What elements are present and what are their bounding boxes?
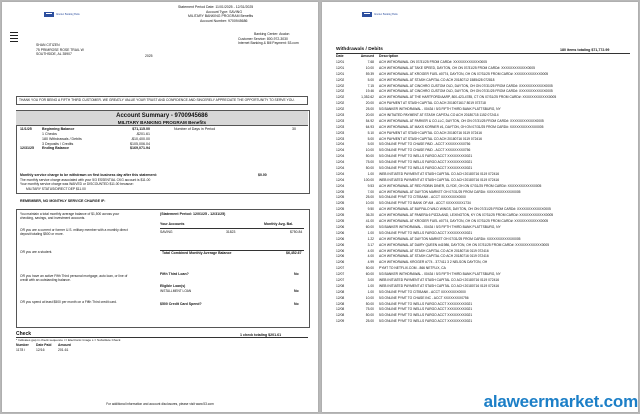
service-info <box>238 32 318 46</box>
account-type: Account Type: SAVING <box>206 9 243 14</box>
transaction-amount: 9.50 <box>367 207 374 212</box>
withdrawals-total: 180 items totaling $71,772.99 <box>560 48 610 52</box>
check-row: 1178 i 12/16 201.61 <box>16 348 69 352</box>
transaction-amount: 10.00 <box>365 65 374 70</box>
transaction-description: 5/3 ONLINE PYMT TO BANK OF AM - ACCT XXXXXXXX1734 <box>379 201 471 206</box>
banking-center: Banking Center: Avalon <box>254 32 290 36</box>
fifth-third-loan-label: Fifth Third Loan? <box>160 272 189 276</box>
transaction-amount: 4.00 <box>367 248 374 253</box>
condition-loan: OR you have an active Fifth Third personal mortgage, auto loan, or line of credit with an outstanding balance. <box>20 274 128 283</box>
transaction-date: 12/02 <box>336 107 345 112</box>
transaction-date: 12/06 <box>336 260 345 265</box>
eligible-loan-type: INSTALLMENT LOAN <box>160 289 192 293</box>
watermark-text: alaweermarket.com <box>483 392 638 411</box>
transaction-date: 12/04 <box>336 177 345 182</box>
transaction-amount: 3.00 <box>367 277 374 282</box>
transaction-date: 12/03 <box>336 113 345 118</box>
customer-city: SOUTHSIDE, AL 35907 <box>36 52 72 57</box>
transaction-amount: 20.00 <box>365 113 374 118</box>
transaction-description: 5/3 ONLINE PYMT TO CHASE INC - ACCT XXXXXXXX0756 <box>379 295 469 300</box>
service-charge-value: $0.00 <box>258 173 267 177</box>
transaction-amount: 41.00 <box>365 219 374 224</box>
transaction-description: 5/3 ONLINE PYMT TO CITIBANK - ACCT XXXXXXXX0000 <box>379 195 466 200</box>
transaction-description: 5/3 ONLINE PYMT TO WELLS FARGO ACCT XXXXXXXX0021 <box>379 307 473 312</box>
condition-credit-card: OR you spend at least $500 per month on a Fifth Third credit card. <box>20 300 117 304</box>
transaction-amount: 4.00 <box>367 254 374 259</box>
transaction-date: 12/07 <box>336 272 345 277</box>
transaction-description: ACH PAYMENT AT STASH CAPITAL CO ACH 20180716 0119 072416 <box>379 136 482 141</box>
transaction-date: 12/01 <box>336 71 345 76</box>
transaction-description: ACH WITHDRAWAL AT DAIRY QUEEN #41986, DAYTON, OH ON 07/31/25 FROM CARD#: XXXXXXXXXXXX0005 <box>379 242 550 247</box>
transaction-date: 12/06 <box>336 236 345 241</box>
account-summary-title: Account Summary - 9700945686 <box>116 113 208 119</box>
summary-row: 11/1/25 Beginning Balance $71,115.00 <box>20 127 150 131</box>
transaction-date: 12/05 <box>336 207 345 212</box>
transaction-amount: 50.00 <box>365 313 374 318</box>
transaction-amount: 50.00 <box>365 301 374 306</box>
transaction-date: 12/08 <box>336 289 345 294</box>
transaction-date: 12/03 <box>336 130 345 135</box>
transaction-description: ACH WITHDRAWAL AT STASH CAPITAL CO ACH 20180716 0119 072416 <box>379 254 489 259</box>
customer-service: Customer Service: 800-972-3030 <box>238 36 288 41</box>
cc-spend-label: $500 Credit Card Spend? <box>160 302 202 306</box>
transaction-date: 12/02 <box>336 77 345 82</box>
statement-period-note: (Statement Period: 12/01/25 - 12/31/25) <box>160 212 226 216</box>
check-section-title: Check <box>16 331 32 337</box>
account-summary-subtitle: MILITARY BANKING PROGRAM Benefits <box>117 120 207 126</box>
transaction-description: ACH WITHDRAWAL AT MAXS KORNER #1, DAYTON, OH ON 07/31/25 FROM CARD#: XXXXXXXXXXXX0005 <box>379 124 544 129</box>
page-footer: For additional information and account disclosures, please visit www.53.com <box>106 402 214 406</box>
transaction-amount: 10.00 <box>365 295 374 300</box>
transaction-amount: 7.15 <box>367 83 374 88</box>
barcode-mark <box>10 41 18 42</box>
transaction-description: 5/3 ONLINE PYMT TO WELLS FARGO ACCT XXXXXXXX0021 <box>379 230 473 235</box>
transaction-description: ACH WITHDRAWAL AT RED ROBIN DINER, CLYDE, OH ON 07/31/25 FROM CARD#: XXXXXXXXXXXX0005 <box>379 183 542 188</box>
transaction-description: 5/3 ONLINE PYMT TO CHASE PAID - ACCT XXXXXXXX0756 <box>379 142 471 147</box>
transaction-description: WEB INITIATED PAYMENT AT STASH CAPITAL CO ACH 20180716 0119 072416 <box>379 283 500 288</box>
transaction-description: ACH WITHDRAWAL AT STASH CAPITAL CO ACH 20180712 1585428 072818 <box>379 77 495 82</box>
account-type-cell: SAVING <box>160 230 173 234</box>
bank-logo-icon <box>362 12 372 17</box>
transaction-date: 12/03 <box>336 136 345 141</box>
transaction-amount: 50.00 <box>365 166 374 171</box>
condition-military: OR you are a current or former U.S. military member with a monthly direct deposit totaling $500 or more. <box>20 228 128 237</box>
transaction-date: 12/05 <box>336 213 345 218</box>
transaction-description: ACH WITHDRAWAL KROGER #774 - 377411 3 2 NELSON DAYTON, OH <box>379 260 488 265</box>
transaction-date: 12/08 <box>336 283 345 288</box>
transaction-description: ACH WITHDRAWAL AT KROGER FUEL #0774, DAYTON, OH ON 07/31/25 FROM CARD#: XXXXXXXXXXXX0005 <box>379 71 549 76</box>
account-number-cell: 31823 <box>226 230 236 234</box>
transaction-description: ACH WITHDRAWAL AT BUFFALO WILD WINGS, DAYTON, OH ON 07/31/25 FROM CARD#: XXXXXXXXXXXX0005 <box>379 207 551 212</box>
transaction-amount: 75.00 <box>365 160 374 165</box>
statement-header <box>178 5 314 24</box>
waiver-conditions-box <box>16 209 310 328</box>
transaction-date: 12/08 <box>336 301 345 306</box>
transaction-description: 5/3 ONLINE PYMT TO CITIBANK - ACCT XXXXXXXX0000 <box>379 289 466 294</box>
transaction-description: ACH PAYMENT AT STASH CAPITAL CO ACH 20180716 0119 072416 <box>379 130 482 135</box>
transaction-amount: 10.00 <box>365 201 374 206</box>
transaction-amount: 1.22 <box>367 236 374 241</box>
transaction-description: 5/3 ONLINE PYMT TO WELLS FARGO ACCT XXXXXXXX0021 <box>379 319 473 324</box>
transaction-description: 5/3 ONLINE PYMT TO WELLS FARGO ACCT XXXXXXXX0021 <box>379 166 473 171</box>
transaction-amount: 7.68 <box>367 60 374 64</box>
transaction-description: 5/3 ONLINE PYMT TO CHASE PAID - ACCT XXXXXXXX0756 <box>379 148 471 153</box>
summary-row: 3 Deposits / Credits $105,006.04 <box>42 141 150 146</box>
transaction-row <box>336 319 630 325</box>
transaction-amount: 1.00 <box>367 283 374 288</box>
transaction-date: 12/08 <box>336 295 345 300</box>
transaction-date: 12/01 <box>336 65 345 70</box>
days-in-period-value: 30 <box>292 127 296 131</box>
transaction-amount: 1.00 <box>367 289 374 294</box>
barcode-mark <box>10 35 18 36</box>
transaction-amount: 64.93 <box>365 124 374 129</box>
transaction-date: 12/03 <box>336 124 345 129</box>
transaction-amount: 25.00 <box>365 319 374 324</box>
transaction-description: ACH WITHDRAWAL AT DAYTON MARKET OH 07/31/25 FROM CARD#: XXXXXXXXXXXX0005 <box>379 189 521 194</box>
withdrawals-list <box>336 60 630 325</box>
transaction-description: 5/3 BANKER WITHDRAWAL - 00434 / 5/3 FIFTH THIRD BANK PLATTSBURG, NY <box>379 107 501 112</box>
condition-student: OR you are a student. <box>20 250 53 254</box>
transaction-date: 12/08 <box>336 313 345 318</box>
loan-status-value: No <box>294 272 299 276</box>
transaction-amount: 36.20 <box>365 213 374 218</box>
thank-you-note: THANK YOU FOR BEING A FIFTH THIRD CUSTOMER. WE GREATLY VALUE YOUR TRUST AND CONFIDENCE AND SINCERELY APPRECIATE THE OPPORTUNITY TO SERVE YOU. <box>16 96 308 105</box>
transaction-date: 12/07 <box>336 277 345 282</box>
account-summary-header <box>16 110 308 126</box>
remember-heading: REMEMBER, NO MONTHLY SERVICE CHARGE IF: <box>20 199 106 203</box>
transaction-description: 5/3 ONLINE PYMT TO WELLS FARGO ACCT XXXXXXXX0021 <box>379 154 473 159</box>
condition-balance: You maintain a total monthly average balance of $1,500 across your checking, savings, and investment accounts. <box>20 212 120 221</box>
transaction-date: 12/02 <box>336 83 345 88</box>
transaction-description: ACH WITHDRAWAL AT PANERA 6 PIZZA AND, LEXINGTON, KY ON 07/31/25 FROM CARD#: XXXXXXXXXXXX0005 <box>379 213 554 218</box>
transaction-amount: 3.17 <box>367 242 374 247</box>
customer-address <box>36 43 84 57</box>
transaction-date: 12/07 <box>336 266 345 271</box>
transaction-amount: 5.10 <box>367 130 374 135</box>
divider <box>160 228 304 229</box>
account-number: Account Number: 9700945686 <box>200 19 248 24</box>
transaction-amount: 59.39 <box>365 71 374 76</box>
barcode-mark <box>10 32 18 33</box>
check-total: 1 check totaling $201.61 <box>240 333 282 337</box>
transaction-date: 12/06 <box>336 224 345 229</box>
transaction-date: 12/01 <box>336 60 345 64</box>
transaction-date: 12/05 <box>336 219 345 224</box>
barcode-mark <box>10 38 18 39</box>
transaction-description: WEB INITIATED PAYMENT AT STASH CAPITAL CO ACH 20180716 0119 072416 <box>379 171 500 176</box>
transaction-description: ACH PAYMENT AT STASH CAPITAL CO ACH 2018071617 8019 073718 <box>379 101 486 106</box>
transaction-amount: 1.00 <box>367 171 374 176</box>
transaction-amount: 5.00 <box>367 142 374 147</box>
transaction-amount: 60.00 <box>365 272 374 277</box>
transaction-description: ACH WITHDRAWAL AT KROGER FUEL #0774, DAYTON, OH ON 07/31/25 FROM CARD#: XXXXXXXXXXXX0005 <box>379 219 549 224</box>
your-accounts-label: Your Accounts <box>160 222 185 226</box>
transaction-date: 12/06 <box>336 248 345 253</box>
check-legend: * Indicates gap in check sequence i = Electronic Image s = Substitute Check <box>16 338 121 342</box>
bank-logo-icon <box>44 12 54 17</box>
transaction-date: 12/02 <box>336 95 345 100</box>
summary-row: 12/31/25 Ending Balance $169,071.94 <box>20 146 150 151</box>
bank-logo-text: Internet Banking Bank <box>374 12 398 16</box>
transaction-description: ACH WITHDRAWAL AT CINCHRO CUSTOM OLD, DAYTON, OH ON 07/31/25 FROM CARD#: XXXXXXXXXXXX0005 <box>379 89 553 94</box>
total-average-label: Total Combined Monthly Average Balance <box>162 251 232 255</box>
transaction-date: 12/02 <box>336 89 345 94</box>
transaction-description: WEB INITIATED PAYMENT AT STASH CAPITAL CO ACH 20180716 0119 072416 <box>379 177 500 182</box>
transaction-amount: 1.00 <box>367 230 374 235</box>
transaction-amount: 25.00 <box>365 195 374 200</box>
transaction-date: 12/04 <box>336 171 345 176</box>
transaction-date: 12/06 <box>336 254 345 259</box>
check-table-header: Number Date Paid Amount <box>16 343 71 347</box>
cc-spend-value: No <box>294 302 299 306</box>
transaction-description: ACH WITHDRAWAL AT STASH CAPITAL CO ACH 20180716 0119 072416 <box>379 248 489 253</box>
transaction-date: 12/04 <box>336 154 345 159</box>
customer-name: SHAN CITIZEN <box>36 43 60 47</box>
transaction-date: 12/09 <box>336 319 345 324</box>
transaction-amount: 5.00 <box>367 77 374 82</box>
transaction-date: 12/02 <box>336 101 345 106</box>
transaction-description: PYMT TO NETFLIX.COM - 866 NETFLIX, CA <box>379 266 446 271</box>
eligible-loans-label: Eligible Loan(s) <box>160 284 186 288</box>
customer-street: 75 PRIMROSE ROSE TRAIL W <box>36 47 84 52</box>
days-in-period-label: Number of Days in Period <box>174 127 216 131</box>
transaction-amount: 19.46 <box>365 89 374 94</box>
eligible-loan-status: No <box>294 289 299 293</box>
withdrawals-header: Date Amount Description <box>336 54 399 58</box>
transaction-amount: 50.00 <box>365 154 374 159</box>
transaction-date: 12/05 <box>336 195 345 200</box>
summary-row: 1 Checks -$201.61 <box>42 131 150 136</box>
transaction-date: 12/04 <box>336 148 345 153</box>
transaction-date: 12/03 <box>336 118 345 123</box>
transaction-amount: 7.00 <box>367 189 374 194</box>
statement-page-1 <box>2 2 318 412</box>
summary-row: 180 Withdrawals / Debits -$10,400.00 <box>42 136 150 141</box>
transaction-date: 12/06 <box>336 242 345 247</box>
transaction-description: ACH WITHDRAWAL AT CINCHRO CUSTOM OLD, DAYTON, OH ON 07/31/25 FROM CARD#: XXXXXXXXXXXX0005 <box>379 83 553 88</box>
transaction-amount: 1,352.62 <box>361 95 374 100</box>
transaction-amount: 60.00 <box>365 224 374 229</box>
transaction-description: ACH WITHDRAWAL AT THE HARTFORD/AARP, 800-423-4785, CT ON 07/31/25 FROM CARD#: XXXXXXXXXXXX0005 <box>379 95 557 100</box>
transaction-amount: 4.99 <box>367 260 374 265</box>
transaction-date: 12/06 <box>336 230 345 235</box>
transaction-amount: 100.00 <box>363 177 374 182</box>
internet-banking: Internet Banking & Bill Payment: 53.com <box>238 41 299 46</box>
transaction-amount: 54.92 <box>365 118 374 123</box>
transaction-description: 5/3 ONLINE PYMT TO WELLS FARGO ACCT XXXXXXXX0021 <box>379 160 473 165</box>
transaction-description: 5/3 BANKER WITHDRAWAL - 00434 / 5/3 FIFTH THIRD BANK PLATTSBURG, NY <box>379 224 501 229</box>
transaction-amount: 25.00 <box>365 107 374 112</box>
statement-page-2 <box>322 2 638 412</box>
service-charge-title: Monthly service charge to be withdrawn on first business day after this statement: <box>20 173 157 177</box>
transaction-description: 5/3 BANKER WITHDRAWAL - 00434 / 5/3 FIFTH THIRD BANK PLATTSBURG, NY <box>379 272 501 277</box>
service-charge-notes: The monthly service charge associated with your 5/3 ESSENTIAL CKG account is $11.00 Your monthly service charge was WAIVED or DISCOUNTED $11.00 because: MILITARY STATUS/DIRECT DEP $11.00 <box>20 178 151 191</box>
transaction-amount: 20.00 <box>365 101 374 106</box>
withdrawals-title: Withdrawals / Debits <box>336 47 383 52</box>
transaction-date: 12/04 <box>336 142 345 147</box>
transaction-date: 12/04 <box>336 166 345 171</box>
summary-rows <box>20 127 160 151</box>
transaction-description: 5/3 ONLINE PYMT TO WELLS FARGO ACCT XXXXXXXX0021 <box>379 313 473 318</box>
bank-logo <box>362 12 398 17</box>
bank-logo <box>44 12 80 17</box>
transaction-date: 12/04 <box>336 160 345 165</box>
transaction-amount: 75.00 <box>365 307 374 312</box>
account-balance-cell: $750.84 <box>290 230 303 234</box>
total-average-value: $6,452.67 <box>286 251 302 255</box>
monthly-avg-label: Monthly Avg. Bal. <box>264 222 294 226</box>
transaction-date: 12/04 <box>336 183 345 188</box>
transaction-date: 12/05 <box>336 201 345 206</box>
transaction-date: 12/08 <box>336 307 345 312</box>
program-name: MILITARY BANKING PROGRAM Benefits <box>188 14 254 19</box>
transaction-date: 12/05 <box>336 189 345 194</box>
transaction-amount: 50.00 <box>365 266 374 271</box>
transaction-description: ACH WITHDRAWAL AT DAYTON MARKET OH 07/31/25 FROM CARD#: XXXXXXXXXXXX0005 <box>379 236 521 241</box>
transaction-description: WEB INITIATED PAYMENT AT STASH CAPITAL CO ACH 20180716 0119 072416 <box>379 277 500 282</box>
statement-period: Statement Period Date: 11/01/2025 - 12/31/2025 <box>178 5 254 9</box>
transaction-description: ACH WITHDRAWAL AT PARKER & CO.LLC, DAYTON, OH ON 07/31/25 FROM CARD#: XXXXXXXXXXXX0005 <box>379 118 544 123</box>
transaction-description: ACH WITHDRAWAL AT TAKE SPEED, DAYTON, OH ON 07/31/25 FROM CARD#: XXXXXXXXXXXX0005 <box>379 65 535 70</box>
customer-code: 2025 <box>145 54 153 58</box>
transaction-description: 5/3 ONLINE PYMT TO WELLS FARGO ACCT XXXXXXXX0021 <box>379 301 473 306</box>
transaction-description: ACH WITHDRAWAL ON 07/31/25 FROM CARD#: XXXXXXXXXXXX0005 <box>379 60 487 64</box>
transaction-amount: 9.53 <box>367 183 374 188</box>
bank-logo-text: Internet Banking Bank <box>56 12 80 16</box>
transaction-description: ACH INITIATED PAYMENT AT STASH CAPITAL CO ACH 20180715 1152 072414 <box>379 113 499 118</box>
transaction-amount: 10.00 <box>365 148 374 153</box>
transaction-amount: 5.00 <box>367 136 374 141</box>
